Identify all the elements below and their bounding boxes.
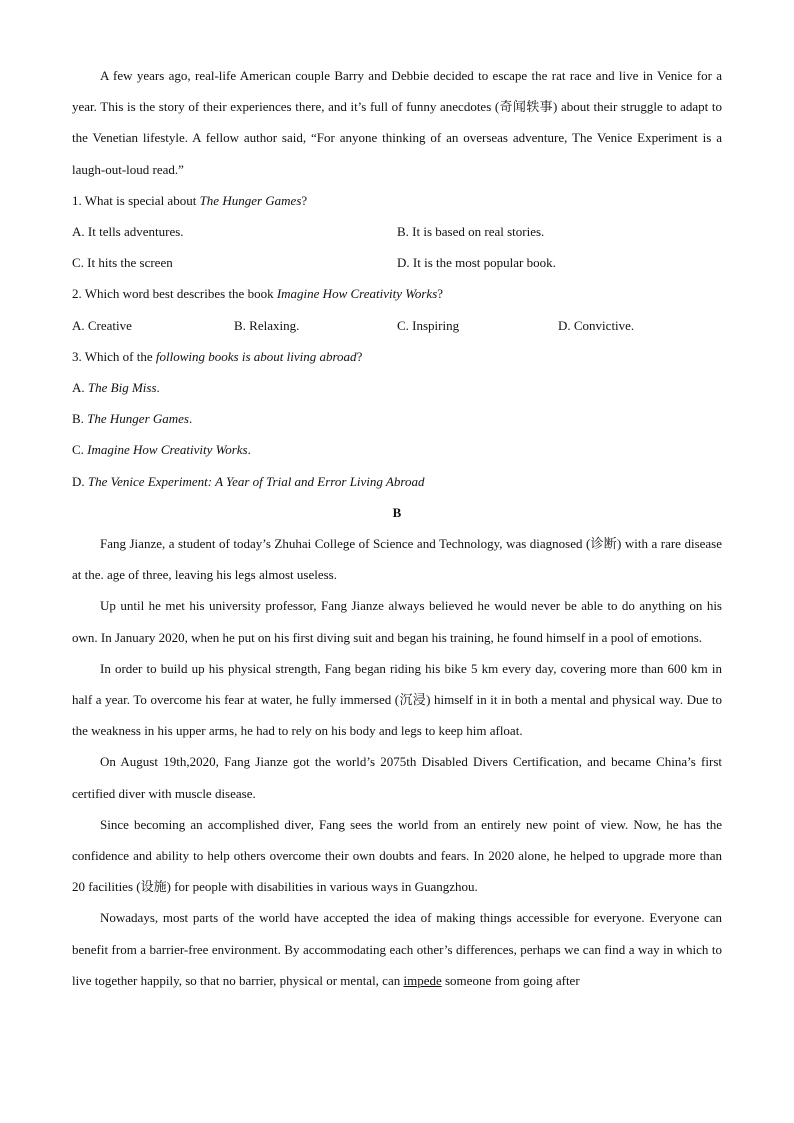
passage-b-paragraph-1: Fang Jianze, a student of today’s Zhuhai College of Science and Technology, was diagnosed (诊断) with a rare disease at the. age of three, leaving his legs almost useless. — [72, 536, 722, 583]
venice-paragraph — [72, 60, 722, 185]
document-page — [72, 60, 722, 996]
passage-b-paragraph-5: Since becoming an accomplished diver, Fang sees the world from an entirely new point of view. Now, he has the confidence and ability to help others overcome their own doubts and fears. In 2020 alone, he helped to upgrade more than 20 facilities (设施) for people with disabilities in various ways in Guangzhou. — [72, 816, 722, 895]
passage-b-heading: B — [392, 504, 402, 520]
question-1-option-d[interactable]: D. It is the most popular book. — [397, 255, 556, 271]
question-2-option-a[interactable]: A. Creative — [72, 317, 132, 333]
question-2-option-c[interactable]: C. Inspiring — [397, 317, 460, 333]
underlined-word-impede: impede — [403, 972, 442, 988]
question-2-option-d[interactable]: D. Convictive. — [558, 317, 635, 333]
venice-line-3: struggle to adapt to the Venetian lifestyle. A fellow author said, “For anyone thinking of an overseas adventure, — [72, 99, 723, 146]
venice-line-4: The Venice Experiment is a laugh-out-loud read.” — [72, 130, 722, 177]
question-1-option-c[interactable]: C. It hits the screen — [72, 255, 173, 271]
question-3-option-d[interactable]: D. The Venice Experiment: A Year of Trial and Error Living Abroad — [72, 473, 425, 489]
question-2-option-b[interactable]: B. Relaxing. — [234, 317, 300, 333]
question-1-option-a[interactable]: A. It tells adventures. — [72, 224, 184, 240]
question-1: 1. What is special about The Hunger Games? — [72, 192, 308, 208]
question-1-options-row-2 — [72, 247, 722, 278]
question-3: 3. Which of the following books is about living abroad? — [72, 348, 363, 364]
passage-b-paragraph-2: Up until he met his university professor, Fang Jianze always believed he would never be able to do anything on his own. In January 2020, when he put on his first diving suit and began his training, he found himself in a pool of emotions. — [72, 598, 722, 645]
venice-line-1: A few years ago, real-life American couple Barry and Debbie decided to escape the rat race and live in Venice — [100, 68, 693, 83]
passage-b-paragraph-4: On August 19th,2020, Fang Jianze got the world’s 2075th Disabled Divers Certification, and became China’s first certified diver with muscle disease. — [72, 754, 722, 801]
question-2-options-row — [72, 310, 722, 341]
question-2: 2. Which word best describes the book Imagine How Creativity Works? — [72, 286, 444, 302]
venice-line-2: for a year. This is the story of their experiences there, and it’s full of funny anecdotes (奇闻轶事) about their — [72, 68, 723, 115]
question-3-option-b[interactable]: B. The Hunger Games. — [72, 411, 193, 427]
question-3-option-a[interactable]: A. The Big Miss. — [72, 379, 160, 395]
passage-b-paragraph-6: Nowadays, most parts of the world have accepted the idea of making things accessible for everyone. Everyone can benefit from a barrier-free environment. By accommodating each other’s differences, perhaps we can find a way in which to live together happily, so that no barrier, physical or mental, can impede someone from going after — [72, 910, 722, 988]
question-1-option-b[interactable]: B. It is based on real stories. — [397, 224, 545, 240]
passage-b-paragraph-3: In order to build up his physical strength, Fang began riding his bike 5 km every day, covering more than 600 km in half a year. To overcome his fear at water, he fully immersed (沉浸) himself in it in both a mental and physical way. Due to the weakness in his upper arms, he had to rely on his body and legs to keep him afloat. — [72, 660, 722, 739]
question-1-options-row-1 — [72, 216, 722, 247]
question-3-option-c[interactable]: C. Imagine How Creativity Works. — [72, 442, 251, 458]
